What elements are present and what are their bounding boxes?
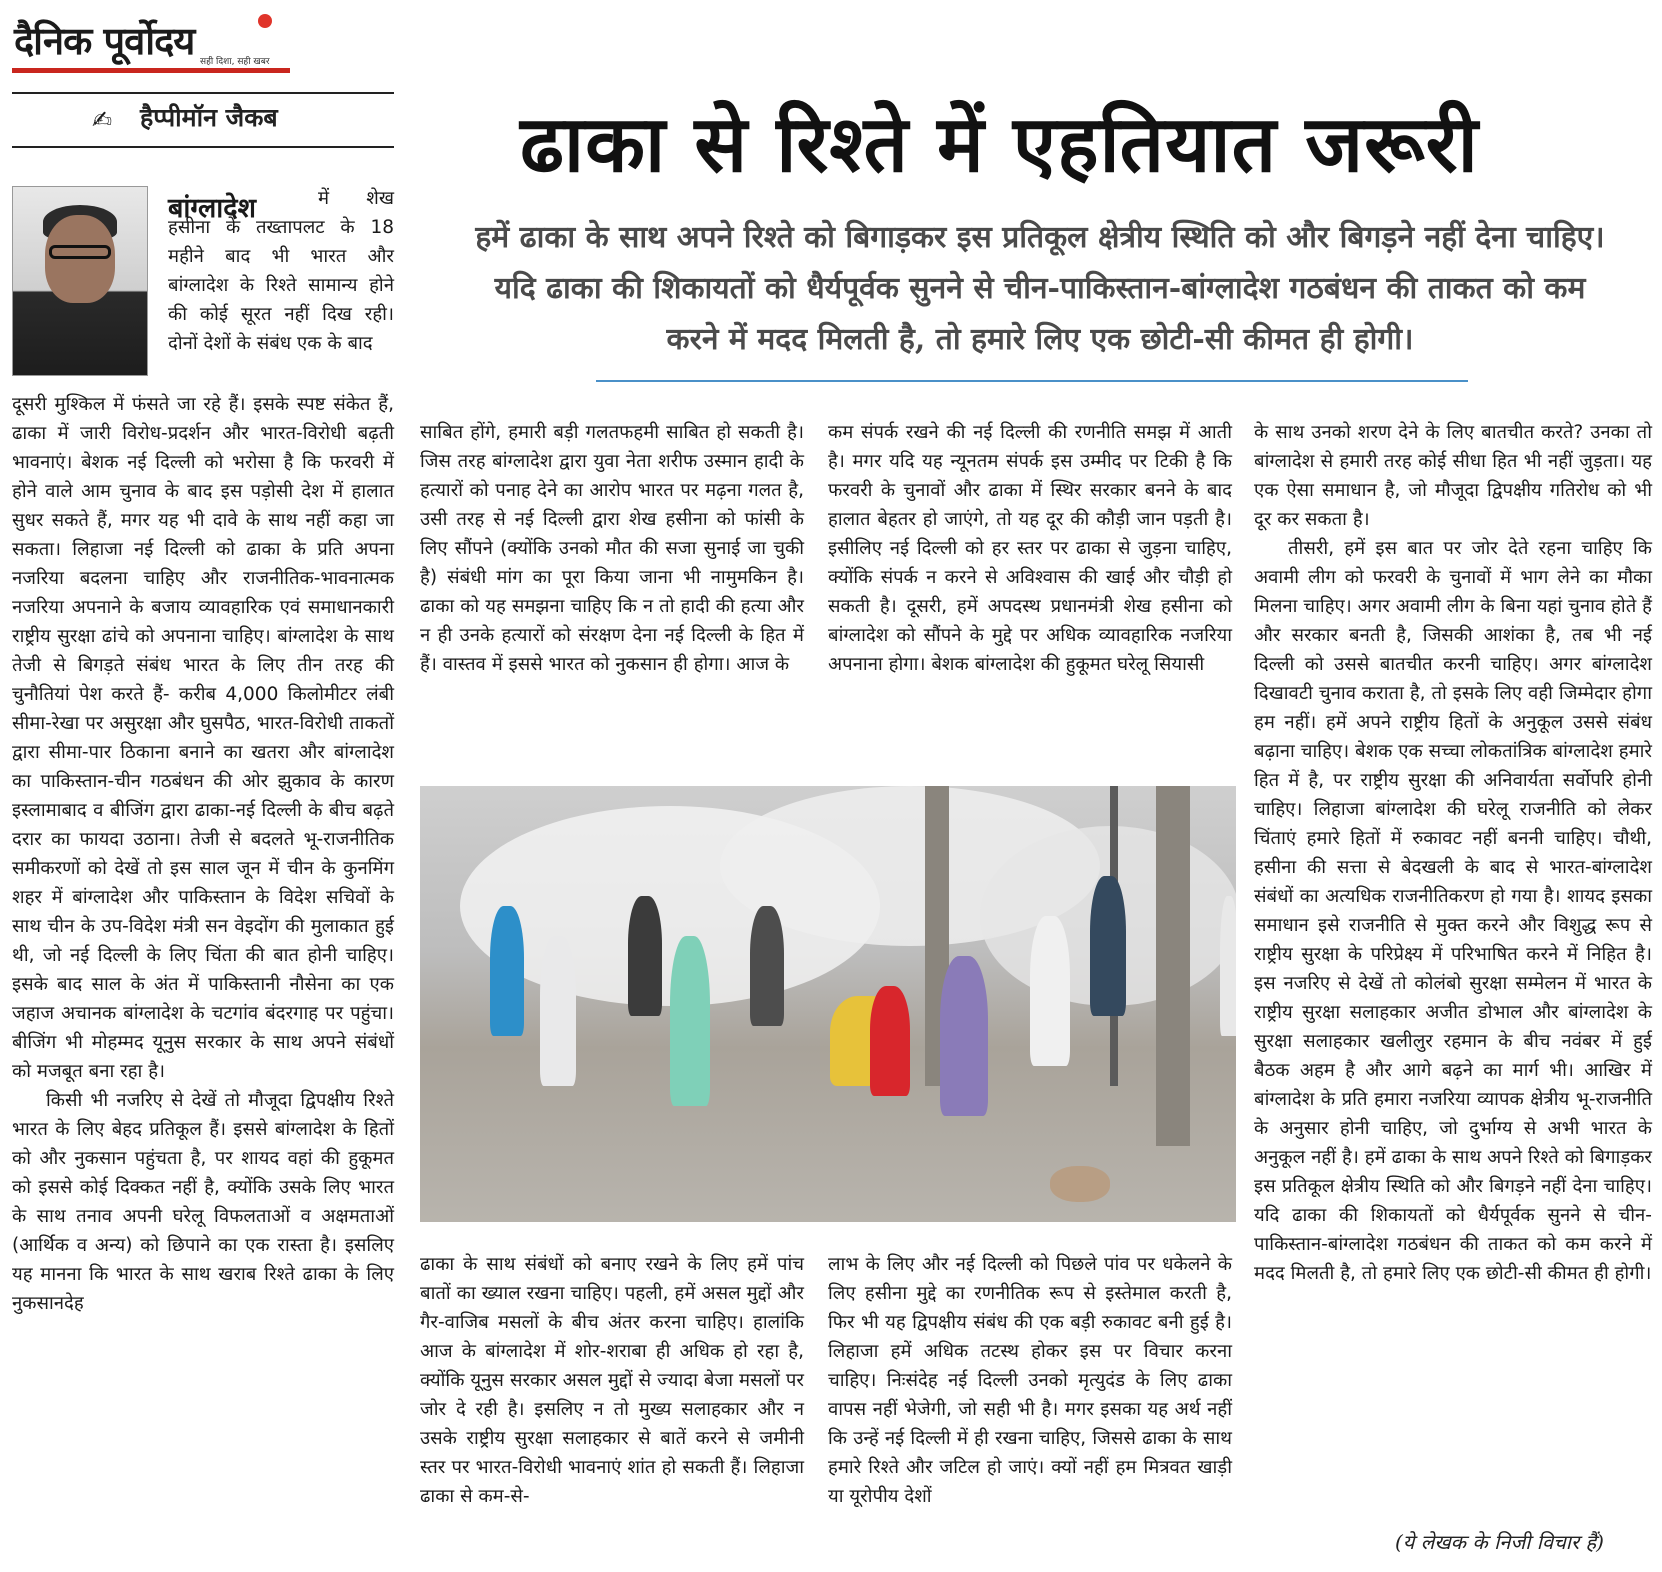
byline-rule-bottom [12,146,394,148]
col4-paragraph-2: तीसरी, हमें इस बात पर जोर देते रहना चाहिए कि अवामी लीग को फरवरी के चुनावों में भाग लेने का मौका मिलना चाहिए। अगर अवामी लीग के बिना यहां चुनाव होते हैं और सरकार बनती है, जिसकी आशंका है, तब भी नई दिल्ली को उससे बातचीत करनी चाहिए। अगर बांग्लादेश दिखावटी चुनाव कराता है, तो इसके लिए वही जिम्मेदार होगा हम नहीं। हमें अपने राष्ट्रीय हितों के अनुकूल उससे संबंध बढ़ाना चाहिए। बेशक एक सच्चा लोकतांत्रिक बांग्लादेश हमारे हित में है, पर राष्ट्रीय सुरक्षा की अनिवार्यता सर्वोपरि होनी चाहिए। लिहाजा बांग्लादेश की घरेलू राजनीति को लेकर चिंताएं हमारे हितों में रुकावट नहीं बननी चाहिए। चौथी, हसीना की सत्ता से बेदखली के बाद से भारत-बांग्लादेश संबंधों का अत्यधिक राजनीतिकरण हो गया है। शायद इसका समाधान इसे राजनीति से मुक्त करने और विशुद्ध रूप से राष्ट्रीय सुरक्षा के परिप्रेक्ष्य में परिभाषित करने में निहित है। इस नजरिए से देखें तो कोलंबो सुरक्षा सम्मेलन में भारत के राष्ट्रीय सुरक्षा सलाहकार अजीत डोभाल और बांग्लादेश के सुरक्षा सलाहकार खलीलुर रहमान के बीच नवंबर में हुई बैठक अहम है और आगे बढ़ने का मार्ग भी। आखिर में बांग्लादेश के प्रति हमारा नजरिया व्यापक क्षेत्रीय भू-राजनीति के अनुसार होनी चाहिए, जो दुर्भाग्य से अभी भारत के अनुकूल नहीं है। हमें ढाका के साथ अपने रिश्ते को बिगाड़कर इस प्रतिकूल क्षेत्रीय स्थिति को और बिगड़ने नहीं देना चाहिए। यदि ढाका की शिकायतों को धैर्यपूर्वक सुनने से चीन-पाकिस्तान-बांग्लादेश गठबंधन की ताकत को कम करने में मदद मिलती है, तो हमारे लिए एक छोटी-सी कीमत ही होगी। [1254,538,1652,1284]
col1-intro-text: में शेख हसीना के तख्तापलट के 18 महीने बाद भी भारत और बांग्लादेश के रिश्ते सामान्य होने की कोई सूरत नहीं दिख रही। दोनों देशों के संबंध एक के बाद [168,188,394,354]
article-column-3-top [828,418,1232,679]
logo-underline [12,68,290,73]
col2-top-text: साबित होंगे, हमारी बड़ी गलतफहमी साबित हो सकती है। जिस तरह बांग्लादेश द्वारा युवा नेता शरीफ उस्मान हादी के हत्यारों को पनाह देने का आरोप भारत पर मढ़ना गलत है, उसी तरह से नई दिल्ली द्वारा शेख हसीना को फांसी के लिए सौंपने (क्योंकि उनको मौत की सजा सुनाई जा चुकी है) संबंधी मांग का पूरा किया जाना भी नामुमकिन है। ढाका को यह समझना चाहिए कि न तो हादी की हत्या और न ही उनके हत्यारों को संरक्षण देना नई दिल्ली के हित में हैं। वास्तव में इससे भारत को नुकसान ही होगा। आज के [420,422,804,675]
deck: हमें ढाका के साथ अपने रिश्ते को बिगाड़कर इस प्रतिकूल क्षेत्रीय स्थिति को और बिगड़ने नहीं देना चाहिए। यदि ढाका की शिकायतों को धैर्यपूर्वक सुनने से चीन-पाकिस्तान-बांग्लादेश गठबंधन की ताकत को कम करने में मदद मिलती है, तो हमारे लिए एक छोटी-सी कीमत ही होगी। [475,220,1605,357]
author-disclaimer: (ये लेखक के निजी विचार हैं) [1395,1530,1604,1554]
article-column-2-top [420,418,804,679]
article-column-1 [12,390,394,1318]
logo-dot [258,14,272,28]
byline-rule-top [12,92,394,94]
col2-bottom-text: ढाका के साथ संबंधों को बनाए रखने के लिए हमें पांच बातों का ख्याल रखना चाहिए। पहली, हमें असल मुद्दों और गैर-वाजिब मसलों के बीच अंतर करना चाहिए। हालांकि आज के बांग्लादेश में शोर-शराबा ही अधिक हो रहा है, क्योंकि यूनुस सरकार असल मुद्दों से ज्यादा बेजा मसलों पर जोर दे रही है। इसलिए न तो मुख्य सलाहकार और न उसके राष्ट्रीय सुरक्षा सलाहकार से बातें करने से जमीनी स्तर पर भारत-विरोधी भावनाएं शांत हो सकती हैं। लिहाजा ढाका से कम-से- [420,1254,804,1507]
author-photo [12,186,148,376]
author-byline: हैप्पीमॉन जैकब [140,103,278,132]
deck-rule [596,380,1468,382]
col1-paragraph-2: किसी भी नजरिए से देखें तो मौजूदा द्विपक्षीय रिश्ते भारत के लिए बेहद प्रतिकूल हैं। इससे बांग्लादेश के हितों को और नुकसान पहुंचता है, पर शायद वहां की हुकूमत को इससे कोई दिक्कत नहीं है, क्योंकि उसके लिए भारत के साथ तनाव अपनी घरेलू विफलताओं व अक्षमताओं (आर्थिक व अन्य) को छिपाने का एक रास्ता है। इसलिए यह मानना कि भारत के साथ खराब रिश्ते ढाका के लिए नुकसानदेह [12,1090,394,1314]
article-column-4 [1254,418,1652,1288]
col3-bottom-text: लाभ के लिए और नई दिल्ली को पिछले पांव पर धकेलने के लिए हसीना मुद्दे का रणनीतिक रूप से इस्तेमाल करती है, फिर भी यह द्विपक्षीय संबंध की एक बड़ी रुकावट बनी हुई है। लिहाजा हमें अधिक तटस्थ होकर इस पर विचार करना चाहिए। निःसंदेह नई दिल्ली उनको मृत्युदंड के लिए ढाका वापस नहीं भेजेगी, जो सही भी है। मगर इसका यह अर्थ नहीं कि उन्हें नई दिल्ली में ही रखना चाहिए, जिससे ढाका के साथ हमारे रिश्ते और जटिल हो जाएं। क्यों नहीं हम मित्रवत खाड़ी या यूरोपीय देशों [828,1254,1232,1507]
col3-top-text: कम संपर्क रखने की नई दिल्ली की रणनीति समझ में आती है। मगर यदि यह न्यूनतम संपर्क इस उम्मीद पर टिकी है कि फरवरी के चुनावों और ढाका में स्थिर सरकार बनने के बाद हालात बेहतर हो जाएंगे, तो यह दूर की कौड़ी जान पड़ती है। इसीलिए नई दिल्ली को हर स्तर पर ढाका से जुड़ना चाहिए, क्योंकि संपर्क न करने से अविश्वास की खाई और चौड़ी हो सकती है। दूसरी, हमें अपदस्थ प्रधानमंत्री शेख हसीना को बांग्लादेश को सौंपने के मुद्दे पर अधिक व्यावहारिक नजरिया अपनाना होगा। बेशक बांग्लादेश की हुकूमत घरेलू सियासी [828,422,1232,675]
col4-paragraph-1: के साथ उनको शरण देने के लिए बातचीत करते? उनका तो बांग्लादेश से हमारी तरह कोई सीधा हित भी नहीं जुड़ता। यह एक ऐसा समाधान है, जो मौजूदा द्विपक्षीय गतिरोध को भी दूर कर सकता है। [1254,422,1652,530]
col1-paragraph-1: दूसरी मुश्किल में फंसते जा रहे हैं। इसके स्पष्ट संकेत हैं, ढाका में जारी विरोध-प्रदर्शन और भारत-विरोधी बढ़ती भावनाएं। बेशक नई दिल्ली को भरोसा है कि फरवरी में होने वाले आम चुनाव के बाद इस पड़ोसी देश में हालात सुधर सकते हैं, मगर यह भी दावे के साथ नहीं कहा जा सकता। लिहाजा नई दिल्ली को ढाका के प्रति अपना नजरिया बदलना चाहिए और राजनीतिक-भावनात्मक नजरिया अपनाने के बजाय व्यावहारिक एवं समाधानकारी राष्ट्रीय सुरक्षा ढांचे को अपनाना चाहिए। बांग्लादेश के साथ तेजी से बिगड़ते संबंध भारत के लिए तीन तरह की चुनौतियां पेश करते हैं- करीब 4,000 किलोमीटर लंबी सीमा-रेखा पर असुरक्षा और घुसपैठ, भारत-विरोधी ताकतों द्वारा सीमा-पार ठिकाना बनाने का खतरा और बांग्लादेश का पाकिस्तान-चीन गठबंधन की ओर झुकाव के कारण इस्लामाबाद व बीजिंग द्वारा ढाका-नई दिल्ली के बीच बढ़ते दरार का फायदा उठाना। तेजी से बदलते भू-राजनीतिक समीकरणों को देखें तो इस साल जून में चीन के कुनमिंग शहर में बांग्लादेश और पाकिस्तान के विदेश सचिवों के साथ चीन के उप-विदेश मंत्री सन वेइदोंग की मुलाकात हुई थी, जो नई दिल्ली के लिए चिंता की बात होनी चाहिए। इसके बाद साल के अंत में पाकिस्तानी नौसेना का एक जहाज अचानक बांग्लादेश के चटगांव बंदरगाह पर पहुंचा। बीजिंग भी मोहम्मद यूनुस सरकार के साथ अपने संबंधों को मजबूत बना रहा है। [12,394,394,1082]
logo-tagline: सही दिशा, सही खबर [200,57,270,67]
newspaper-logo: दैनिक पूर्वोदय [14,18,195,63]
protest-photo [420,786,1236,1222]
lead-word: बांग्लादेश [168,193,256,224]
col1-intro [168,184,394,358]
pen-icon: ✍ [92,106,113,134]
headline: ढाका से रिश्ते में एहतियात जरूरी [520,99,1479,190]
article-column-3-bottom [828,1250,1232,1511]
article-column-2-bottom [420,1250,804,1511]
